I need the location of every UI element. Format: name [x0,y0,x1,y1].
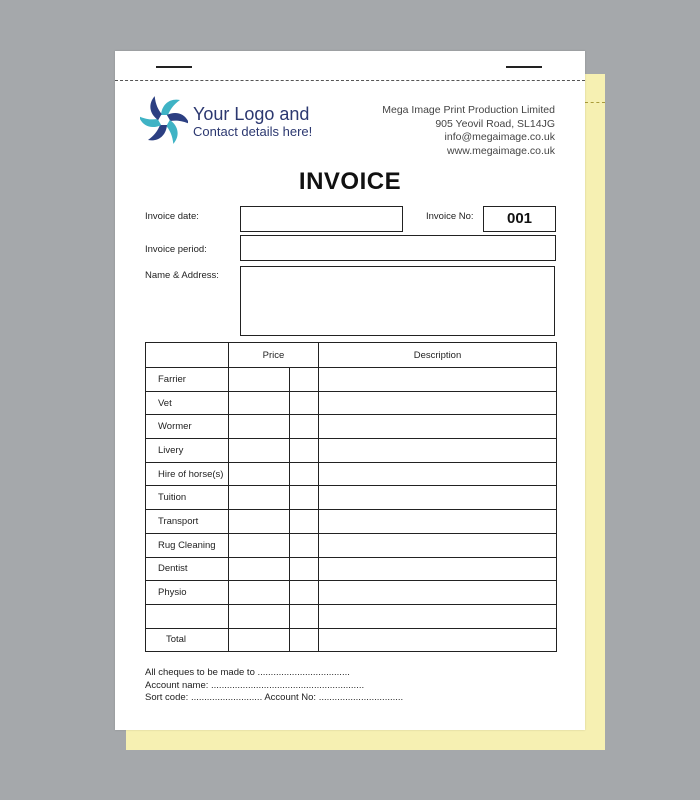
description-cell[interactable] [319,391,557,415]
price-pence-cell[interactable] [290,462,319,486]
binding-mark-right [506,66,542,68]
company-details [382,104,555,158]
description-cell[interactable] [319,604,557,628]
total-pence-cell[interactable] [290,628,319,652]
table-row [146,486,557,510]
page-title: INVOICE [298,168,402,195]
company-name: Mega Image Print Production Limited [382,104,555,116]
description-cell[interactable] [319,415,557,439]
price-pounds-cell[interactable] [229,391,290,415]
price-pounds-cell[interactable] [229,581,290,605]
item-label: Physio [146,581,229,605]
description-header: Description [319,343,557,368]
item-label: Dentist [146,557,229,581]
description-cell[interactable] [319,510,557,534]
price-pounds-cell[interactable] [229,368,290,392]
description-cell[interactable] [319,581,557,605]
invoice-no-label: Invoice No: [426,211,474,222]
price-pounds-cell[interactable] [229,533,290,557]
price-pounds-cell[interactable] [229,462,290,486]
header-blank-cell [146,343,229,368]
price-pence-cell[interactable] [290,415,319,439]
price-pounds-cell[interactable] [229,510,290,534]
table-row [146,533,557,557]
binding-mark-left [156,66,192,68]
logo-line-2: Contact details here! [193,124,313,139]
price-pounds-cell[interactable] [229,439,290,463]
price-pounds-cell[interactable] [229,604,290,628]
total-pounds-cell[interactable] [229,628,290,652]
name-address-label: Name & Address: [145,270,219,281]
item-label: Livery [146,439,229,463]
item-label: Tuition [146,486,229,510]
price-pence-cell[interactable] [290,557,319,581]
company-email: info@megaimage.co.uk [444,131,555,143]
total-description-cell[interactable] [319,628,557,652]
item-label-blank[interactable] [146,604,229,628]
description-cell[interactable] [319,439,557,463]
invoice-date-label: Invoice date: [145,211,199,222]
item-label: Wormer [146,415,229,439]
total-label: Total [146,628,229,652]
logo-line-1: Your Logo and [193,104,310,124]
table-row [146,510,557,534]
price-pence-cell[interactable] [290,391,319,415]
description-cell[interactable] [319,533,557,557]
invoice-no-field[interactable]: 001 [483,206,556,232]
items-table [145,342,557,652]
price-pence-cell[interactable] [290,581,319,605]
price-pounds-cell[interactable] [229,415,290,439]
description-cell[interactable] [319,462,557,486]
logo-icon [140,96,188,144]
table-row [146,391,557,415]
table-row [146,439,557,463]
item-label: Vet [146,391,229,415]
name-address-field[interactable] [240,266,555,336]
payment-details [145,667,403,705]
description-cell[interactable] [319,368,557,392]
table-row [146,557,557,581]
account-name-line: Account name: .......................................................... [145,679,365,691]
invoice-date-field[interactable] [240,206,403,232]
table-row [146,604,557,628]
total-row [146,628,557,652]
price-pence-cell[interactable] [290,604,319,628]
item-label: Rug Cleaning [146,533,229,557]
invoice-period-label: Invoice period: [145,244,207,255]
invoice-sheet [115,51,585,730]
table-row [146,368,557,392]
item-label: Farrier [146,368,229,392]
cheque-payee-line: All cheques to be made to ................................... [145,667,350,678]
price-pence-cell[interactable] [290,486,319,510]
carbon-perforation [585,102,605,103]
price-pence-cell[interactable] [290,368,319,392]
perforation-line [115,80,585,81]
price-pence-cell[interactable] [290,533,319,557]
company-address: 905 Yeovil Road, SL14JG [435,117,555,130]
price-pounds-cell[interactable] [229,557,290,581]
description-cell[interactable] [319,557,557,581]
invoice-period-field[interactable] [240,235,556,261]
sort-code-account-line: Sort code: ........................... Account No: ................................ [145,692,404,703]
table-row [146,462,557,486]
price-pence-cell[interactable] [290,439,319,463]
table-row [146,581,557,605]
price-pence-cell[interactable] [290,510,319,534]
price-pounds-cell[interactable] [229,486,290,510]
logo-text [193,104,312,140]
description-cell[interactable] [319,486,557,510]
company-website: www.megaimage.co.uk [447,144,555,157]
table-header-row [146,343,557,368]
price-header: Price [229,343,319,368]
table-row [146,415,557,439]
item-label: Hire of horse(s) [146,462,229,486]
item-label: Transport [146,510,229,534]
